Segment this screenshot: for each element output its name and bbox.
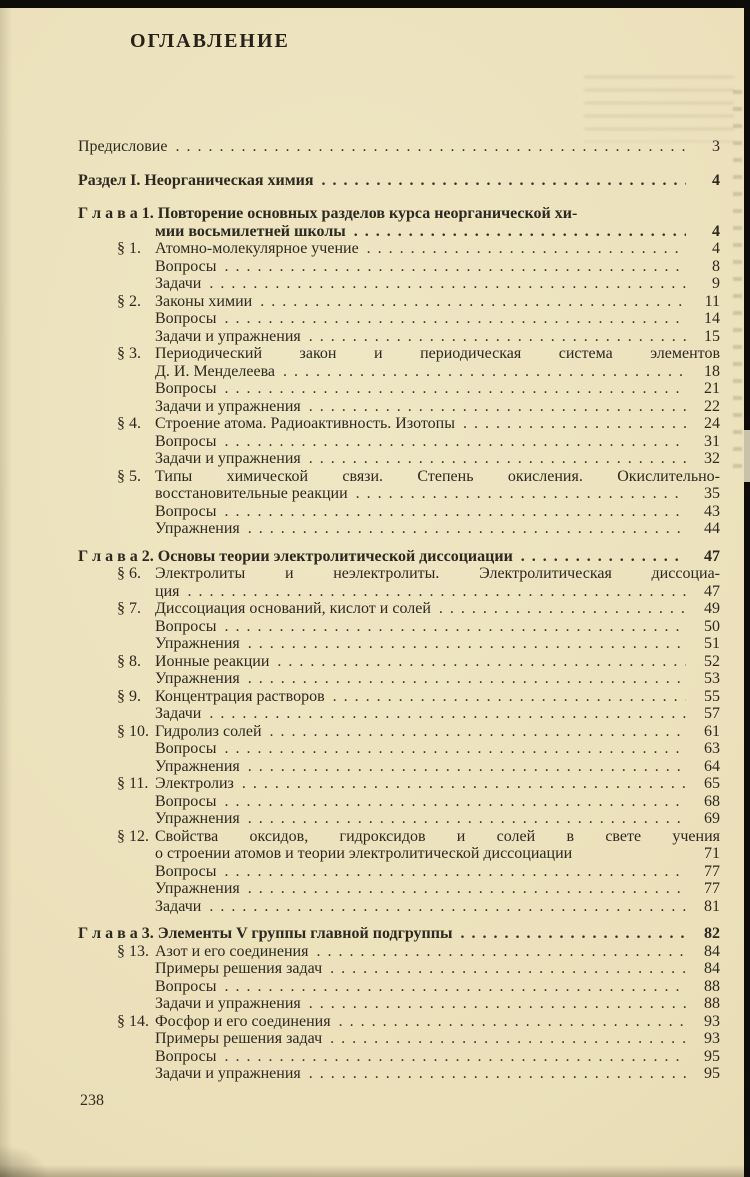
dot-leader — [260, 293, 686, 311]
toc-row — [78, 503, 720, 521]
toc-page-number: 64 — [704, 757, 720, 775]
scan-edge-artifact — [733, 90, 742, 470]
toc-page-number: 84 — [704, 942, 720, 960]
toc-row — [78, 380, 720, 398]
toc-row — [78, 485, 720, 503]
toc-entry-text: Задачи — [155, 897, 202, 915]
toc-row — [78, 995, 720, 1013]
dot-leader — [209, 705, 686, 723]
toc-entry-text: Упражнения — [155, 635, 240, 652]
toc-row — [78, 670, 720, 688]
toc-row — [78, 635, 720, 653]
toc-entry-text: Вопросы — [155, 432, 217, 450]
toc-page-number: 95 — [704, 1065, 720, 1082]
toc-page-number: 9 — [712, 275, 720, 292]
dot-leader — [224, 310, 686, 328]
toc-page-number: 4 — [712, 240, 720, 257]
toc-row — [78, 600, 720, 618]
toc-row — [78, 205, 720, 223]
scan-shadow-left — [0, 0, 12, 1177]
toc-entry-text: Ионные реакции — [155, 652, 270, 670]
dot-leader — [175, 138, 686, 156]
toc-page-number: 8 — [712, 257, 720, 275]
toc-row — [78, 583, 720, 601]
toc-entry-text: Задачи и упражнения — [155, 1065, 301, 1082]
dot-leader — [187, 583, 686, 601]
toc-entry-text: Гидролиз солей — [155, 722, 262, 740]
dot-leader — [521, 548, 686, 566]
toc-page-number: 24 — [704, 415, 720, 432]
toc-row — [78, 758, 720, 776]
toc-row — [78, 363, 720, 381]
toc-page-number: 93 — [704, 1030, 720, 1047]
dot-leader — [248, 635, 686, 653]
dot-leader — [224, 863, 686, 881]
toc-entry-text: Вопросы — [155, 617, 217, 635]
toc-entry-text: Упражнения — [155, 670, 240, 687]
toc-section-label: § 1. — [117, 240, 141, 257]
toc-section-label: § 3. — [117, 345, 141, 362]
dot-leader — [224, 793, 686, 811]
dot-leader — [330, 1030, 686, 1048]
dot-leader — [242, 775, 686, 793]
dot-leader — [224, 258, 686, 276]
toc-page-number: 69 — [704, 810, 720, 827]
toc-page-number: 82 — [704, 925, 720, 942]
toc-page-number: 61 — [704, 722, 720, 740]
folio-page-number: 238 — [80, 1092, 104, 1109]
toc-page-number: 47 — [704, 547, 720, 565]
toc-row — [78, 240, 720, 258]
toc-entry-text: о строении атомов и теории электролитической диссоциации — [155, 845, 573, 862]
toc-entry-text: Азот и его соединения — [155, 942, 309, 960]
toc-row — [78, 450, 720, 468]
toc-row — [78, 223, 720, 241]
toc-entry-text: Г л а в а 3. Элементы V группы главной подгруппы — [78, 925, 453, 942]
toc-row — [78, 565, 720, 583]
toc-page-number: 53 — [704, 670, 720, 687]
toc-entry-text: Вопросы — [155, 502, 217, 520]
toc-page-number: 95 — [704, 1047, 720, 1065]
toc-page-number: 84 — [704, 960, 720, 977]
toc-page-number: 44 — [704, 520, 720, 537]
toc-page-number: 18 — [704, 362, 720, 380]
dot-leader — [224, 1048, 686, 1066]
dot-leader — [439, 600, 686, 618]
dot-leader — [283, 363, 686, 381]
toc-entry-text: Свойства оксидов, гидроксидов и солей в свете учения — [155, 827, 720, 845]
dot-leader — [248, 670, 686, 688]
toc-page-number: 43 — [704, 502, 720, 520]
toc-entry-text: Упражнения — [155, 810, 240, 827]
toc-page-number: 32 — [704, 450, 720, 467]
toc-page-number: 21 — [704, 380, 720, 397]
toc-row — [78, 1013, 720, 1031]
toc-row — [78, 415, 720, 433]
toc-row — [78, 845, 720, 863]
scan-corner-shadow — [0, 1131, 70, 1177]
toc-entry-text: Д. И. Менделеева — [155, 362, 276, 380]
dot-leader — [309, 995, 686, 1013]
toc-page-number: 14 — [704, 310, 720, 327]
toc-row — [78, 960, 720, 978]
dot-leader — [224, 978, 686, 996]
toc-row — [78, 653, 720, 671]
toc-section-label: § 8. — [117, 652, 141, 670]
toc-row — [78, 520, 720, 538]
toc-row — [78, 880, 720, 898]
toc-row — [78, 138, 720, 156]
toc-row — [78, 548, 720, 566]
toc-entry-text: Электролиз — [155, 775, 234, 792]
toc-row — [78, 618, 720, 636]
dot-leader — [309, 1065, 686, 1083]
toc-page-number: 4 — [712, 171, 720, 189]
toc-row — [78, 468, 720, 486]
toc-entry-text: мии восьмилетней школы — [155, 222, 346, 240]
dot-leader — [248, 758, 686, 776]
toc-page-number: 50 — [704, 617, 720, 635]
dot-leader — [248, 810, 686, 828]
toc-section-label: § 12. — [117, 827, 149, 845]
dot-leader — [248, 520, 686, 538]
toc-section-label: § 14. — [117, 1012, 149, 1030]
toc-row — [78, 275, 720, 293]
scan-edge-notch — [744, 430, 750, 482]
toc-page-number: 65 — [704, 775, 720, 792]
toc-row — [78, 943, 720, 961]
toc-section-label: § 13. — [117, 942, 149, 960]
scan-bleedthrough-artifact — [584, 76, 734, 142]
toc-page-number: 31 — [704, 432, 720, 450]
toc-section-label: § 6. — [117, 565, 141, 582]
toc-row — [78, 793, 720, 811]
toc-page-number: 57 — [704, 705, 720, 722]
toc-row — [78, 705, 720, 723]
toc-row — [78, 310, 720, 328]
toc-row — [78, 688, 720, 706]
toc-row — [78, 898, 720, 916]
dot-leader — [330, 960, 686, 978]
toc-row — [78, 1030, 720, 1048]
dot-leader — [333, 688, 686, 706]
toc-entry-text: Вопросы — [155, 977, 217, 995]
toc-page-number: 4 — [712, 222, 720, 240]
toc-entry-text: Примеры решения задач — [155, 960, 323, 977]
toc-row — [78, 925, 720, 943]
toc-entry-text: Концентрация растворов — [155, 687, 325, 705]
dot-leader — [224, 740, 686, 758]
toc-entry-text: Вопросы — [155, 740, 217, 757]
dot-leader — [270, 723, 686, 741]
toc-entry-text: Примеры решения задач — [155, 1030, 323, 1047]
toc-entry-text: Атомно-молекулярное учение — [155, 240, 359, 257]
toc-entry-text: Строение атома. Радиоактивность. Изотопы — [155, 415, 455, 432]
dot-leader — [209, 898, 686, 916]
toc-row — [78, 978, 720, 996]
toc-row — [78, 1065, 720, 1083]
toc-page-number: 71 — [704, 845, 720, 862]
toc-section-label: § 5. — [117, 467, 141, 485]
toc-page-number: 22 — [704, 397, 720, 415]
toc-entry-text: Диссоциация оснований, кислот и солей — [155, 600, 431, 617]
toc-page-number: 81 — [704, 897, 720, 915]
toc-row — [78, 293, 720, 311]
toc-section-label: § 2. — [117, 292, 141, 310]
toc-entry-text: Фосфор и его соединения — [155, 1012, 331, 1030]
dot-leader — [356, 485, 686, 503]
toc-page-number: 51 — [704, 635, 720, 652]
toc-page-number: 77 — [704, 880, 720, 897]
dot-leader — [224, 380, 686, 398]
toc-row — [78, 740, 720, 758]
dot-leader — [224, 503, 686, 521]
toc-page-number: 3 — [712, 138, 720, 155]
toc-page-number: 52 — [704, 652, 720, 670]
toc-row — [78, 345, 720, 363]
toc-page-number: 15 — [704, 327, 720, 345]
dot-leader — [309, 398, 686, 416]
dot-leader — [339, 1013, 686, 1031]
toc-row — [78, 328, 720, 346]
dot-leader — [322, 172, 686, 190]
toc-row — [78, 810, 720, 828]
toc-row — [78, 258, 720, 276]
toc-entry-text: Вопросы — [155, 310, 217, 327]
toc-page-number: 35 — [704, 485, 720, 502]
toc-section-label: § 11. — [117, 775, 149, 792]
scan-edge-top — [0, 0, 750, 8]
toc-entry-text: Упражнения — [155, 520, 240, 537]
toc-row — [78, 433, 720, 451]
toc-page-number: 68 — [704, 792, 720, 810]
toc-entry-text: ция — [155, 582, 180, 600]
dot-leader — [209, 275, 686, 293]
toc-list — [78, 138, 720, 1083]
toc-entry-text: Г л а в а 2. Основы теории электролитической диссоциации — [78, 547, 513, 565]
dot-leader — [224, 433, 686, 451]
page-title: ОГЛАВЛЕНИЕ — [130, 30, 290, 52]
toc-page-number: 49 — [704, 600, 720, 617]
toc-entry-text: Упражнения — [155, 880, 240, 897]
toc-page-number: 11 — [704, 292, 720, 310]
toc-entry-text: Задачи — [155, 705, 202, 722]
toc-entry-text: Вопросы — [155, 1047, 217, 1065]
toc-row — [78, 828, 720, 846]
toc-entry-text: Задачи и упражнения — [155, 327, 301, 345]
toc-page-number: 93 — [704, 1012, 720, 1030]
dot-leader — [224, 618, 686, 636]
dot-leader — [309, 328, 686, 346]
toc-page-number: 55 — [704, 687, 720, 705]
toc-section-label: § 4. — [117, 415, 141, 432]
dot-leader — [309, 450, 686, 468]
toc-entry-text: Упражнения — [155, 757, 240, 775]
toc-section-label: § 7. — [117, 600, 141, 617]
toc-row — [78, 398, 720, 416]
toc-entry-text: Предисловие — [78, 138, 168, 155]
toc-page-number: 77 — [704, 862, 720, 880]
scan-edge-right — [744, 0, 750, 1177]
toc-entry-text: Периодический закон и периодическая система элементов — [155, 345, 720, 362]
toc-entry-text: Задачи — [155, 275, 202, 292]
dot-leader — [367, 240, 686, 258]
toc-row — [78, 723, 720, 741]
toc-entry-text: Задачи и упражнения — [155, 397, 301, 415]
toc-row — [78, 863, 720, 881]
toc-entry-text: Типы химической связи. Степень окисления. Окислительно- — [155, 467, 720, 485]
toc-entry-text: Законы химии — [155, 292, 253, 310]
scan-shadow-bottom — [0, 1165, 750, 1177]
dot-leader — [463, 415, 686, 433]
toc-entry-text: Вопросы — [155, 792, 217, 810]
toc-page-number: 88 — [704, 995, 720, 1012]
toc-entry-text: Вопросы — [155, 862, 217, 880]
toc-page-number: 47 — [704, 582, 720, 600]
toc-row — [78, 1048, 720, 1066]
toc-row — [78, 172, 720, 190]
dot-leader — [248, 880, 686, 898]
toc-entry-text: Г л а в а 1. Повторение основных разделов курса неорганической хи- — [78, 205, 578, 222]
toc-entry-text: Задачи и упражнения — [155, 450, 301, 467]
toc-row — [78, 775, 720, 793]
toc-entry-text: Раздел I. Неорганическая химия — [78, 171, 314, 189]
toc-entry-text: Вопросы — [155, 380, 217, 397]
toc-entry-text: Вопросы — [155, 257, 217, 275]
dot-leader — [354, 223, 686, 241]
dot-leader — [460, 925, 686, 943]
toc-entry-text: Электролиты и неэлектролиты. Электролитическая диссоциа- — [155, 565, 720, 582]
toc-page-number: 88 — [704, 977, 720, 995]
toc-section-label: § 9. — [117, 687, 141, 705]
toc-page-number: 63 — [704, 740, 720, 757]
dot-leader — [316, 943, 686, 961]
toc-entry-text: восстановительные реакции — [155, 485, 348, 502]
toc-entry-text: Задачи и упражнения — [155, 995, 301, 1012]
toc-section-label: § 10. — [117, 722, 149, 740]
dot-leader — [277, 653, 686, 671]
